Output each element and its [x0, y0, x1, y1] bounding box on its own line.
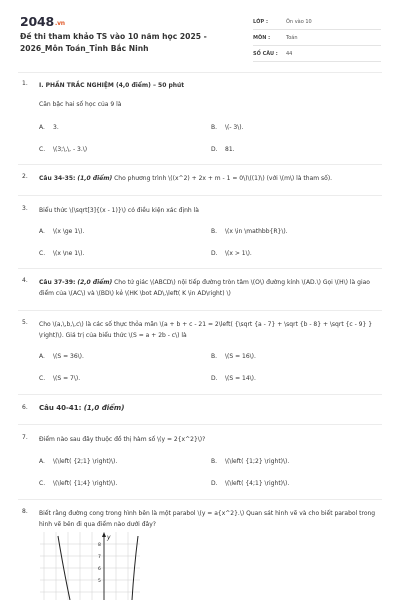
option-b[interactable]: [211, 353, 256, 360]
option-a[interactable]: [39, 353, 84, 360]
question-text: Biết rằng đường cong trong hình bên là một parabol \(y = a{x^2}.\) Quan sát hình vẽ và cho biết parabol trong hình vẽ bên đi qua điểm nào dưới đây?: [39, 510, 376, 528]
brand-logo[interactable]: [20, 14, 65, 29]
option-d[interactable]: [211, 146, 235, 153]
header: [0, 0, 400, 68]
option-label: A.: [39, 228, 45, 235]
y-tick-label: 5: [98, 579, 101, 584]
option-label: C.: [39, 480, 46, 487]
option-b[interactable]: [211, 124, 244, 131]
option-text: \(x \ne 1\).: [53, 250, 85, 257]
question-score: (2,0 điểm): [77, 279, 113, 286]
meta-key: SỐ CÂU :: [253, 50, 278, 57]
parabola-graph: [40, 532, 140, 600]
divider: [18, 424, 382, 425]
divider: [18, 195, 382, 196]
divider: [18, 268, 382, 269]
section-heading: I. PHẦN TRẮC NGHIỆM (4,0 điểm) – 50 phút: [39, 82, 185, 89]
question-text: Cho \(a,\,b,\,c\) là các số thực thỏa mãn \(a + b + c - 21 = 2\left( {\sqrt {a - 7} + \sqrt {b - 8} + \sqrt {c - 9} } \right)\). Giá trị của biểu thức \(S = a + 2b - c\) là: [39, 321, 373, 339]
meta-row-count: [253, 46, 381, 62]
question-number: 2.: [22, 173, 28, 180]
meta-value: Toán: [286, 34, 298, 41]
option-b[interactable]: [211, 228, 288, 235]
option-text: \(S = 7\).: [53, 375, 81, 382]
y-axis-arrow: [102, 532, 106, 537]
divider: [18, 499, 382, 500]
exam-title: Đề thi tham khảo TS vào 10 năm học 2025 - 2026_Môn Toán_Tỉnh Bắc Ninh: [20, 32, 207, 53]
question-text: [39, 173, 379, 184]
meta-row-subject: [253, 30, 381, 46]
option-label: B.: [211, 458, 218, 465]
question-head: Câu 34-35:: [39, 175, 76, 182]
option-d[interactable]: [211, 375, 256, 382]
option-text: \(x \ge 1\).: [53, 228, 85, 235]
option-text: \(S = 36\).: [53, 353, 84, 360]
y-tick-label: 8: [98, 543, 101, 548]
question-head: Câu 37-39:: [39, 279, 76, 286]
question-heading: [39, 80, 379, 91]
divider: [18, 310, 382, 311]
meta-row-class: [253, 14, 381, 30]
option-label: B.: [211, 124, 218, 131]
option-c[interactable]: [39, 480, 117, 487]
option-a[interactable]: [39, 124, 59, 131]
option-a[interactable]: [39, 458, 117, 465]
y-tick-label: 6: [98, 567, 101, 572]
question-text: Điểm nào sau đây thuộc đồ thị hàm số \(y = 2{x^2}\)?: [39, 436, 206, 443]
question-text: [39, 403, 379, 414]
option-text: \(\left( {1;2} \right)\).: [225, 458, 290, 465]
option-text: \(S = 14\).: [225, 375, 256, 382]
option-label: D.: [211, 250, 218, 257]
question-body: Cho phương trình \((x^2) + 2x + m - 1 = 0\)\((1)\) (với \(m\) là tham số).: [112, 175, 333, 182]
question-score: (1,0 điểm): [77, 175, 113, 182]
option-label: B.: [211, 353, 218, 360]
divider: [18, 72, 382, 73]
y-tick-label: 7: [98, 555, 101, 560]
option-label: C.: [39, 375, 46, 382]
option-text: \(\left( {4;1} \right)\).: [225, 480, 290, 487]
option-b[interactable]: [211, 458, 289, 465]
question-text: Biểu thức \(\sqrt[3]{(x - 1)}\) có điều kiện xác định là: [39, 207, 199, 214]
option-label: A.: [39, 124, 45, 131]
question-number: 7.: [22, 434, 28, 441]
option-text: \(S = 16\).: [225, 353, 256, 360]
option-d[interactable]: [211, 250, 252, 257]
question-number: 1.: [22, 80, 28, 87]
option-label: D.: [211, 146, 218, 153]
question-text: Căn bậc hai số học của 9 là: [39, 101, 122, 108]
question-number: 4.: [22, 277, 28, 284]
option-label: A.: [39, 458, 45, 465]
option-label: C.: [39, 146, 46, 153]
option-label: C.: [39, 250, 46, 257]
meta-value: Ôn vào 10: [286, 18, 312, 25]
option-text: \(\left( {2;1} \right)\).: [53, 458, 118, 465]
option-text: 81.: [225, 146, 235, 153]
question-body: Cho tứ giác \(ABCD\) nội tiếp đường tròn tâm \(O\) đường kính \(AD.\) Gọi \(H\) là giao điểm của \(AC\) và \(BD\) kẻ \(HK \bot AD\,\left( K \in AD\right) \): [39, 279, 370, 297]
question-number: 3.: [22, 205, 28, 212]
option-c[interactable]: [39, 375, 80, 382]
option-label: A.: [39, 353, 45, 360]
brand-suffix: .vn: [55, 20, 65, 27]
option-c[interactable]: [39, 146, 87, 153]
option-c[interactable]: [39, 250, 84, 257]
divider: [18, 394, 382, 395]
exam-meta: [253, 14, 381, 62]
option-label: D.: [211, 480, 218, 487]
divider: [18, 164, 382, 165]
option-a[interactable]: [39, 228, 84, 235]
option-label: D.: [211, 375, 218, 382]
brand-name: 2048: [20, 14, 54, 29]
option-text: \(3;\,\, - 3.\): [53, 146, 88, 153]
question-text: [39, 277, 379, 299]
option-d[interactable]: [211, 480, 289, 487]
question-number: 8.: [22, 508, 28, 515]
option-text: \(x > 1\).: [225, 250, 252, 257]
meta-key: MÔN :: [253, 34, 271, 41]
meta-key: LỚP :: [253, 18, 268, 25]
option-text: \(- 3\).: [225, 124, 244, 131]
option-text: \(x \in \mathbb{R}\).: [225, 228, 288, 235]
option-text: \(\left( {1;4} \right)\).: [53, 480, 118, 487]
question-head: Câu 40-41:: [39, 404, 82, 412]
option-label: B.: [211, 228, 218, 235]
graph-grid: [40, 532, 140, 600]
question-number: 5.: [22, 319, 28, 326]
question-number: 6.: [22, 404, 28, 411]
y-axis-label: y: [107, 534, 111, 541]
meta-value: 44: [286, 50, 293, 57]
option-text: 3.: [53, 124, 59, 131]
question-score: (1,0 điểm): [83, 404, 125, 412]
